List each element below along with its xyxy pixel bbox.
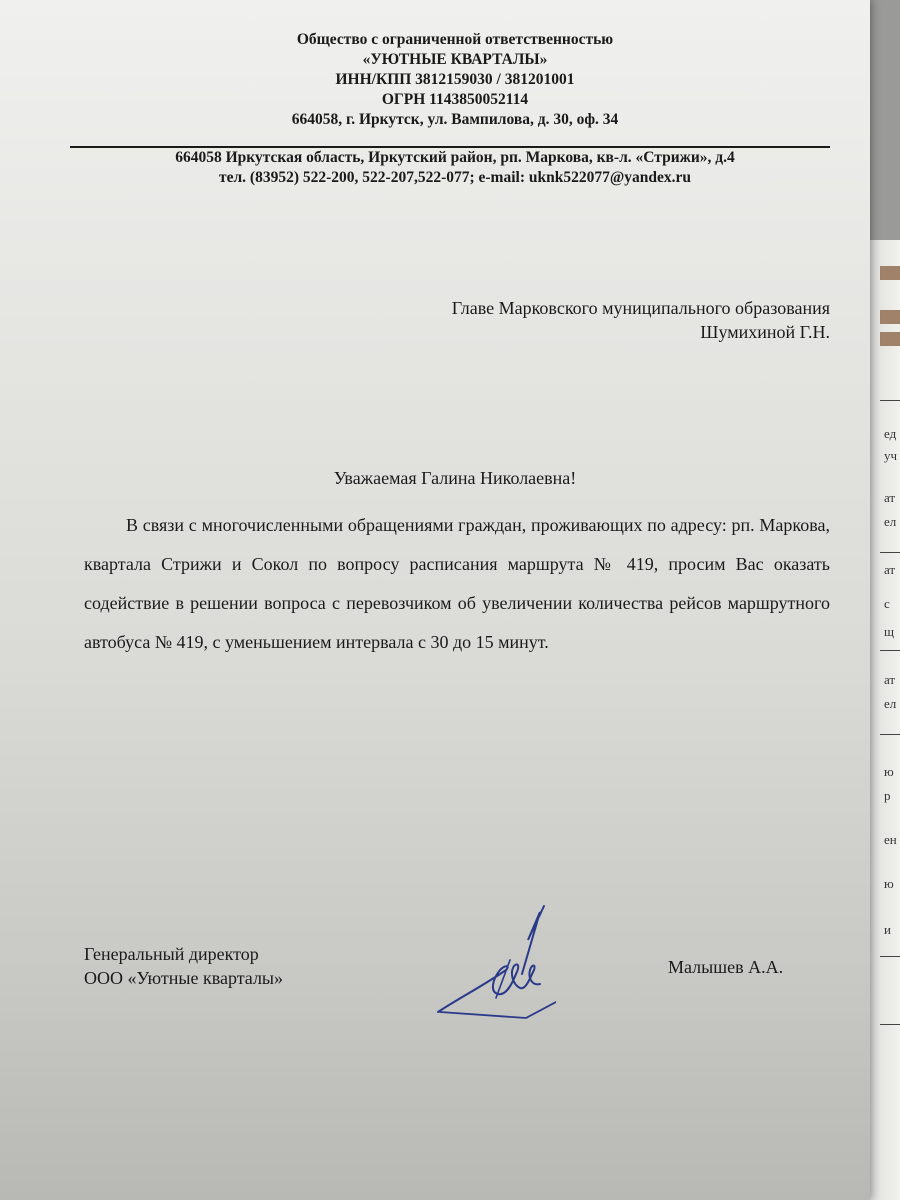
background-rule: [880, 734, 900, 735]
signatory-position: [84, 942, 283, 990]
background-text: ат: [884, 562, 896, 577]
background-rule: [880, 400, 900, 401]
addressee-title: Главе Марковского муниципального образования: [451, 298, 830, 318]
signatory-name: Малышев А.А.: [668, 957, 784, 977]
signatory-company: ООО «Уютные кварталы»: [84, 968, 284, 988]
legal-address: 664058, г. Иркутск, ул. Вампилова, д. 30, оф. 34: [291, 111, 619, 128]
background-text: с: [884, 596, 890, 611]
background-strip: [880, 266, 900, 280]
ogrn: ОГРН 1143850052114: [381, 91, 529, 108]
background-text: ю: [884, 876, 894, 891]
inn-kpp: ИНН/КПП 3812159030 / 381201001: [335, 71, 575, 88]
org-name: «УЮТНЫЕ КВАРТАЛЫ»: [362, 51, 548, 68]
signatory-title: Генеральный директор: [84, 944, 259, 964]
background-text: уч: [884, 448, 898, 463]
background-strip: [880, 332, 900, 346]
letter-body: В связи с многочисленными обращениями граждан, проживающих по адресу: рп. Маркова, квартала Стрижи и Сокол по вопросу расписания маршрута № 419, просим Вас оказать содействие в решении вопроса с перевозчиком об увеличении количества рейсов маршрутного автобуса № 419, с уменьшением интервала с 30 до 15 минут.: [84, 515, 830, 652]
handwritten-signature: [436, 900, 556, 1020]
background-rule: [880, 956, 900, 957]
background-text: ю: [884, 764, 894, 779]
background-text: ен: [884, 832, 897, 847]
addressee-name: Шумихиной Г.Н.: [700, 322, 830, 342]
background-rule: [880, 650, 900, 651]
org-type: Общество с ограниченной ответственностью: [296, 31, 614, 48]
salutation: Уважаемая Галина Николаевна!: [333, 468, 577, 488]
background-text: р: [884, 788, 891, 803]
background-text: ат: [884, 672, 896, 687]
postal-address: 664058 Иркутская область, Иркутский район, рп. Маркова, кв-л. «Стрижи», д.4: [175, 149, 735, 166]
addressee: [330, 296, 830, 344]
background-text: и: [884, 922, 891, 937]
contact-block: [0, 148, 900, 188]
background-text: ел: [884, 514, 897, 529]
background-rule: [880, 1024, 900, 1025]
background-rule: [880, 552, 900, 553]
background-text: щ: [884, 624, 895, 639]
phone-email: тел. (83952) 522-200, 522-207,522-077; e-mail: uknk522077@yandex.ru: [218, 169, 692, 186]
background-text: ел: [884, 696, 897, 711]
background-strip: [880, 310, 900, 324]
background-text: ед: [884, 426, 897, 441]
background-text: ат: [884, 490, 896, 505]
letterhead: [0, 30, 900, 130]
